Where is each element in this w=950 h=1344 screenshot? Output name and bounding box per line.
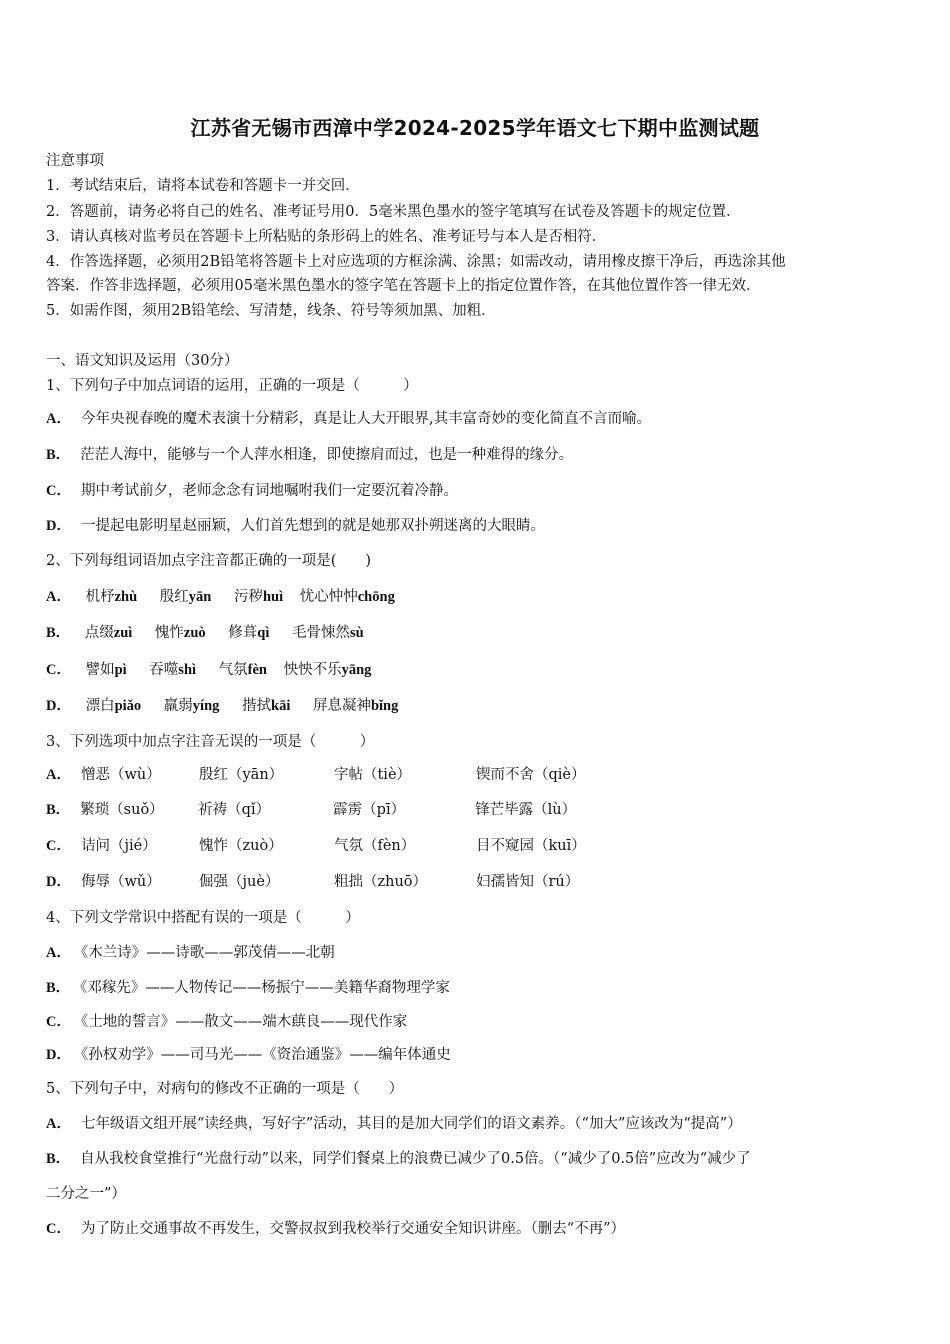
option-label: A． [46, 411, 71, 427]
option-label: A． [46, 1116, 71, 1132]
pinyin: pì [114, 662, 127, 678]
pinyin: piǎo [114, 698, 142, 714]
word: 屏息凝神 [312, 698, 371, 714]
word: 毛骨悚然 [291, 625, 350, 641]
option-label: C． [46, 838, 71, 854]
choice-item: 诘问（jié） [80, 838, 157, 854]
question-1-option-d [46, 516, 545, 536]
question-3-option-a [46, 765, 585, 785]
choice-item: 侮辱（wǔ） [80, 874, 161, 890]
pinyin: fèn [247, 662, 267, 678]
word: 殷红 [159, 589, 189, 605]
option-text: 期中考试前夕，老师念念有词地嘱咐我们一定要沉着冷静。 [80, 483, 458, 499]
option-label: C． [46, 1221, 71, 1237]
question-1-option-a [46, 409, 651, 429]
pinyin: yān [188, 589, 212, 605]
notice-item: 1．考试结束后，请将本试卷和答题卡一并交回． [46, 178, 360, 194]
pinyin: zuì [113, 625, 133, 641]
choice-item: 憎恶（wù） [80, 767, 161, 783]
pinyin: yāng [341, 662, 372, 678]
question-1-option-c [46, 481, 458, 501]
notice-item: 4．作答选择题，必须用2B铅笔将答题卡上对应选项的方框涂满、涂黑；如需改动，请用橡皮擦干净后，再选涂其他 [46, 254, 786, 270]
word: 羸弱 [163, 698, 193, 714]
question-2-option-a [46, 587, 395, 607]
word: 怏怏不乐 [283, 662, 342, 678]
word: 愧怍 [154, 625, 184, 641]
option-text: 《木兰诗》——诗歌——郭茂倩——北朝 [80, 945, 335, 961]
option-text: 七年级语文组开展“读经典，写好字”活动，其目的是加大同学们的语文素养。（“加大”应该改为“提高”） [80, 1116, 742, 1132]
word: 漂白 [85, 698, 115, 714]
pinyin: huì [262, 589, 284, 605]
option-text: 自从我校食堂推行“光盘行动”以来，同学们餐桌上的浪费已减少了0.5倍。（“减少了0.5倍”应改为“减少了 [80, 1151, 751, 1167]
option-label: B． [46, 625, 71, 641]
option-label: B． [46, 447, 71, 463]
question-5-option-b-continued: 二分之一”） [46, 1186, 126, 1202]
choice-item: 字帖（tiè） [333, 767, 412, 783]
question-5-option-b [46, 1149, 751, 1169]
word: 污秽 [233, 589, 263, 605]
question-2-option-c [46, 660, 371, 680]
question-1-stem: 1、下列句子中加点词语的运用，正确的一项是（ ） [46, 378, 418, 394]
notice-heading: 注意事项 [46, 153, 104, 169]
word: 忧心忡忡 [299, 589, 358, 605]
pinyin: qì [257, 625, 270, 641]
pinyin: yíng [192, 698, 220, 714]
choice-item: 气氛（fèn） [333, 838, 416, 854]
pinyin: bǐng [370, 698, 399, 714]
question-5-option-a [46, 1114, 742, 1134]
option-label: D． [46, 518, 71, 534]
question-4-stem: 4、下列文学常识中搭配有误的一项是（ ） [46, 910, 360, 926]
choice-item: 锋芒毕露（lù） [475, 802, 577, 818]
option-label: A． [46, 589, 71, 605]
page-title: 江苏省无锡市西漳中学2024-2025学年语文七下期中监测试题 [190, 116, 760, 140]
option-label: D． [46, 874, 71, 890]
question-4-option-c [46, 1012, 407, 1032]
option-text: 为了防止交通事故不再发生，交警叔叔到我校举行交通安全知识讲座。（删去“不再”） [80, 1221, 626, 1237]
option-text: 茫茫人海中，能够与一个人萍水相逢，即使擦肩而过，也是一种难得的缘分。 [80, 447, 574, 463]
word: 点缀 [84, 625, 114, 641]
word: 譬如 [85, 662, 115, 678]
question-4-option-d [46, 1045, 451, 1065]
word: 机杼 [85, 589, 115, 605]
option-label: C． [46, 483, 71, 499]
pinyin: zhù [114, 589, 138, 605]
question-4-option-b [46, 978, 450, 998]
word: 修葺 [228, 625, 258, 641]
choice-item: 祈祷（qǐ） [198, 802, 271, 818]
option-text: 今年央视春晚的魔术表演十分精彩，真是让人大开眼界,其丰富奇妙的变化简直不言而喻。 [80, 411, 652, 427]
question-3-stem: 3、下列选项中加点字注音无误的一项是（ ） [46, 734, 375, 750]
section-heading: 一、语文知识及运用（30分） [46, 353, 239, 369]
pinyin: zuò [183, 625, 206, 641]
option-text: 《孙权劝学》——司马光——《资治通鉴》——编年体通史 [80, 1047, 451, 1063]
pinyin: chōng [357, 589, 395, 605]
question-3-option-b [46, 800, 576, 820]
pinyin: shì [178, 662, 197, 678]
option-label: B． [46, 802, 71, 818]
question-5-stem: 5、下列句子中，对病句的修改不正确的一项是（ ） [46, 1081, 404, 1097]
choice-item: 倔强（juè） [198, 874, 280, 890]
question-3-option-d [46, 872, 579, 892]
option-label: B． [46, 980, 71, 996]
choice-item: 殷红（yān） [198, 767, 284, 783]
option-label: C． [46, 662, 71, 678]
option-text: 《土地的誓言》——散文——端木蕻良——现代作家 [80, 1014, 408, 1030]
choice-item: 霹雳（pī） [333, 802, 406, 818]
choice-item: 粗拙（zhuō） [333, 874, 428, 890]
question-4-option-a [46, 943, 335, 963]
word: 揩拭 [242, 698, 271, 714]
choice-item: 愧怍（zuò） [198, 838, 283, 854]
option-text: 一提起电影明星赵丽颖，人们首先想到的就是她那双扑朔迷离的大眼睛。 [80, 518, 545, 534]
choice-item: 锲而不舍（qiè） [475, 767, 586, 783]
question-3-option-c [46, 836, 586, 856]
word: 吞噬 [149, 662, 179, 678]
option-label: C． [46, 1014, 71, 1030]
pinyin: kāi [271, 698, 291, 714]
option-label: D． [46, 698, 71, 714]
option-label: A． [46, 945, 71, 961]
option-label: B． [46, 1151, 71, 1167]
question-2-stem: 2、下列每组词语加点字注音都正确的一项是( ) [46, 553, 372, 569]
choice-item: 妇孺皆知（rú） [475, 874, 580, 890]
option-label: D． [46, 1047, 71, 1063]
question-1-option-b [46, 445, 573, 465]
option-label: A． [46, 767, 71, 783]
option-text: 《邓稼先》——人物传记——杨振宁——美籍华裔物理学家 [80, 980, 450, 996]
notice-item: 5．如需作图，须用2B铅笔绘、写清楚，线条、符号等须加黑、加粗． [46, 303, 496, 319]
choice-item: 目不窥园（kuī） [475, 838, 586, 854]
choice-item: 繁琐（suǒ） [80, 802, 164, 818]
pinyin: sù [349, 625, 364, 641]
question-5-option-c [46, 1219, 625, 1239]
question-2-option-d [46, 696, 398, 716]
notice-item: 答案．作答非选择题，必须用05毫米黑色墨水的签字笔在答题卡上的指定位置作答，在其他位置作答一律无效． [46, 278, 761, 294]
notice-item: 2．答题前，请务必将自己的姓名、准考证号用0．5毫米黑色墨水的签字笔填写在试卷及答题卡的规定位置． [46, 204, 741, 220]
notice-item: 3．请认真核对监考员在答题卡上所粘贴的条形码上的姓名、准考证号与本人是否相符． [46, 229, 607, 245]
question-2-option-b [46, 623, 364, 643]
word: 气氛 [218, 662, 248, 678]
